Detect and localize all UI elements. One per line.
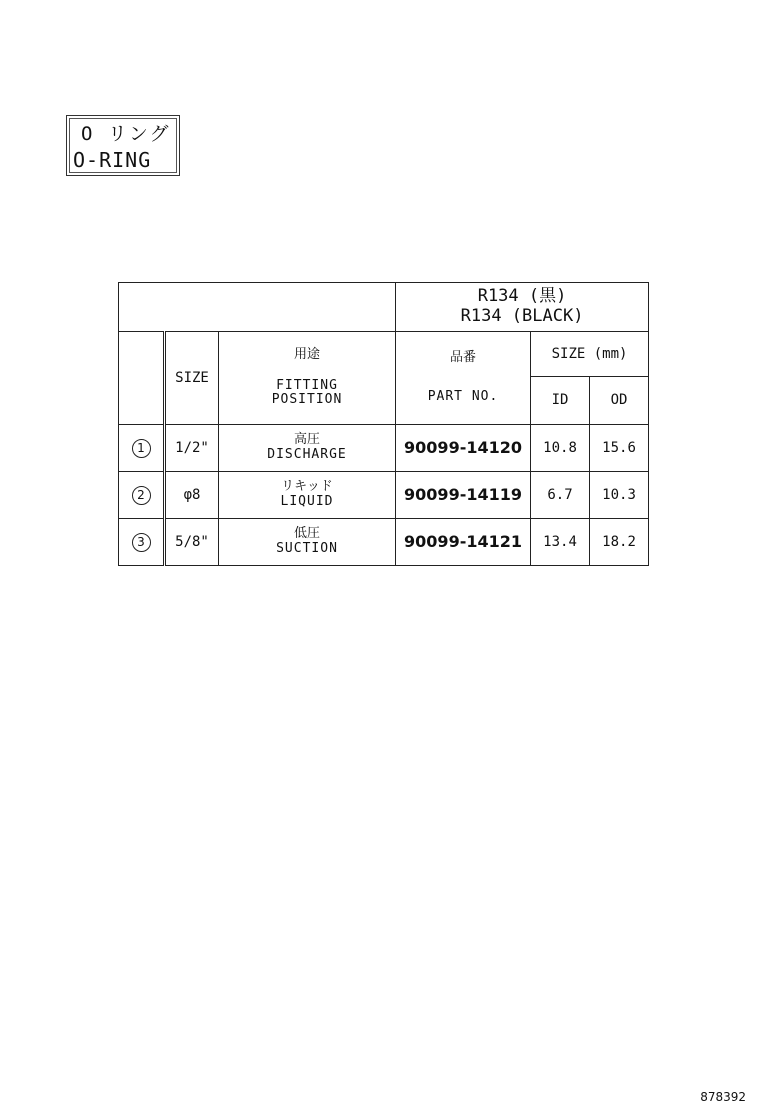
id-cell: 10.8 <box>531 425 590 472</box>
no-header-cell <box>119 332 165 425</box>
fitting-header-jp: 用途 <box>294 346 321 362</box>
size-mm-header: SIZE (mm) <box>531 332 649 377</box>
size-cell: φ8 <box>165 472 219 519</box>
part-no-header-jp: 品番 <box>450 350 477 366</box>
fitting-header-en-2: POSITION <box>271 392 343 408</box>
circled-number: 1 <box>132 439 151 458</box>
circled-number: 2 <box>132 486 151 505</box>
table-row <box>119 425 649 472</box>
position-jp: 低圧 <box>294 526 321 542</box>
refrigerant-header <box>396 283 649 332</box>
part-no-header-en: PART NO. <box>427 389 499 404</box>
od-cell: 15.6 <box>590 425 649 472</box>
id-header: ID <box>531 377 590 425</box>
size-header: SIZE <box>165 332 219 425</box>
fitting-header-en-1: FITTING <box>276 377 338 393</box>
parts-table <box>118 282 649 566</box>
position-jp: リキッド <box>281 479 333 495</box>
header-row-columns <box>119 332 649 377</box>
part-number-cell: 90099-14120 <box>396 425 531 472</box>
size-cell: 5/8" <box>165 519 219 566</box>
header-row-refrigerant <box>119 283 649 332</box>
position-en: DISCHARGE <box>267 447 347 462</box>
row-number <box>119 472 165 519</box>
part-number-cell: 90099-14119 <box>396 472 531 519</box>
fitting-position-header <box>219 332 396 425</box>
table-row <box>119 472 649 519</box>
title-japanese: O リング <box>81 123 171 145</box>
od-header: OD <box>590 377 649 425</box>
row-number <box>119 425 165 472</box>
position-cell <box>219 425 396 472</box>
drawing-reference-number: 878392 <box>700 1090 746 1104</box>
part-no-header <box>396 332 531 425</box>
part-number-cell: 90099-14121 <box>396 519 531 566</box>
id-cell: 13.4 <box>531 519 590 566</box>
od-cell: 10.3 <box>590 472 649 519</box>
position-en: SUCTION <box>276 541 338 556</box>
refrigerant-header-en: R134 (BLACK) <box>460 306 584 326</box>
position-jp: 高圧 <box>294 432 321 448</box>
circled-number: 3 <box>132 533 151 552</box>
row-number <box>119 519 165 566</box>
position-cell <box>219 519 396 566</box>
size-cell: 1/2" <box>165 425 219 472</box>
title-box <box>66 115 180 176</box>
refrigerant-header-jp: R134 (黒) <box>477 286 567 307</box>
od-cell: 18.2 <box>590 519 649 566</box>
position-cell <box>219 472 396 519</box>
position-en: LIQUID <box>280 494 334 509</box>
id-cell: 6.7 <box>531 472 590 519</box>
blank-header-cell <box>119 283 396 332</box>
table-row <box>119 519 649 566</box>
title-english: O-RING <box>73 148 152 172</box>
